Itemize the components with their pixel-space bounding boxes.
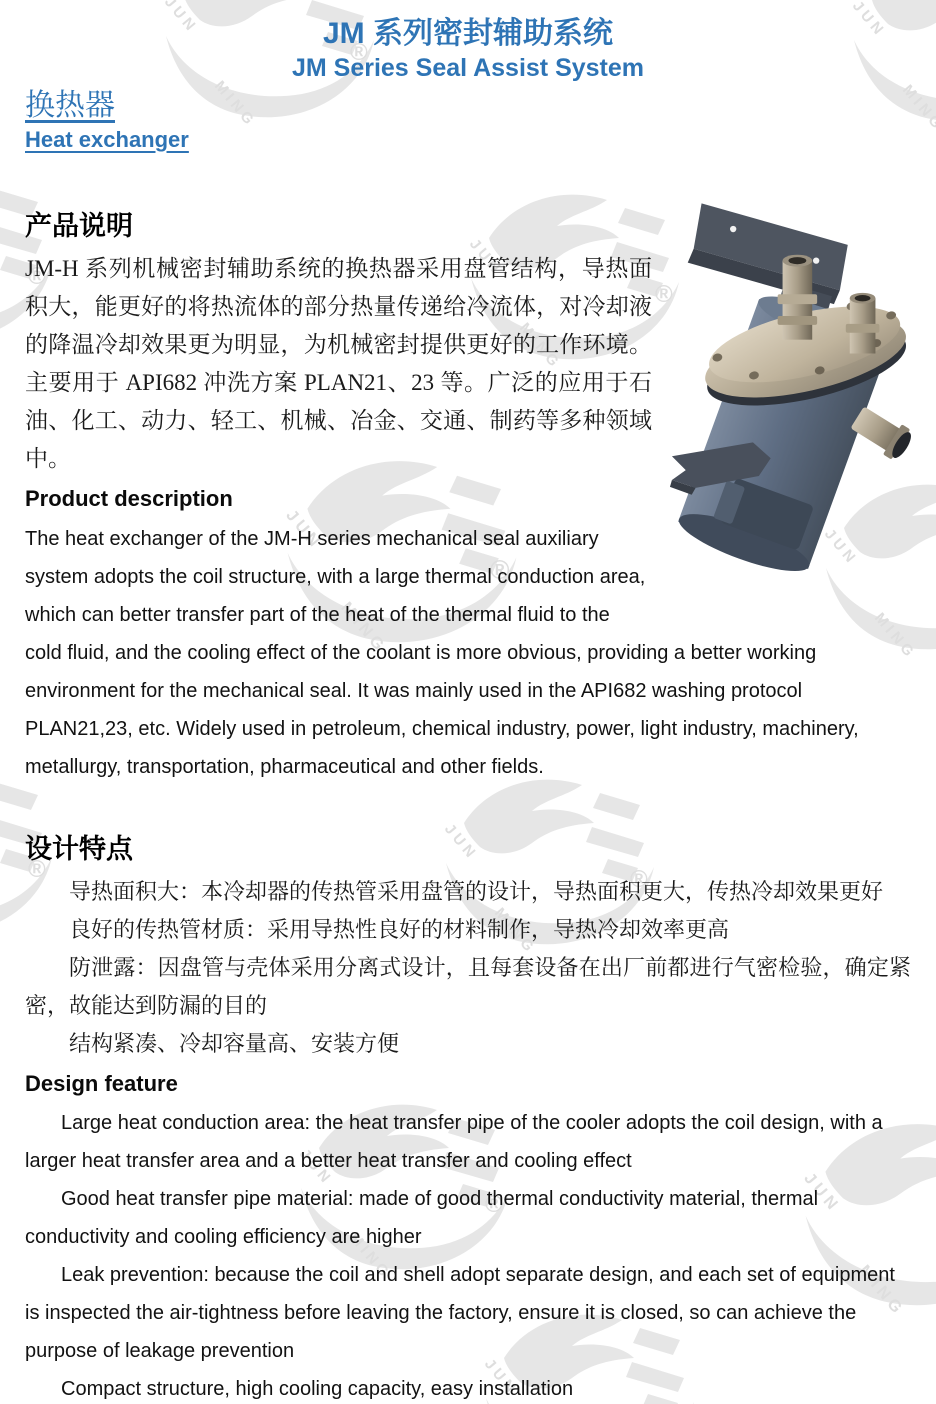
design-feature-en-3: Leak prevention: because the coil and shell adopt separate design, and each set of equipment is inspected the air-tightness before leaving the factory, ensure it is closed, so can achieve the purpose of leakage prevention [25, 1264, 895, 1363]
design-feature-zh-3: 防泄露：因盘管与壳体采用分离式设计，且每套设备在出厂前都进行气密检验，确定紧密，故能达到防漏的目的 [25, 954, 911, 1018]
product-photo [666, 195, 911, 595]
product-name-zh: 换热器 [25, 89, 115, 122]
section-heading-design-en: Design feature [25, 1070, 178, 1096]
product-name-block [25, 83, 911, 125]
section-heading-product-en: Product description [25, 485, 233, 511]
section-heading-product-zh: 产品说明 [25, 210, 133, 241]
product-description-section [25, 209, 911, 786]
inlet-pipe [778, 255, 818, 340]
product-name-en-wrap [25, 125, 911, 153]
product-body-zh: JM-H 系列机械密封辅助系统的换热器采用盘管结构，导热面积大，能更好的将热流体的部分热量传递给冷流体，对冷却液的降温冷却效果更为明显，为机械密封提供更好的工作环境。主要用于 API682 冲洗方案 PLAN21、23 等。广泛的应用于石油、化工、动力、轻工、机械、冶金、交通、制药等多种领域中。 [25, 255, 652, 471]
design-feature-section [25, 832, 911, 1404]
design-feature-zh-4: 结构紧凑、冷却容量高、安装方便 [69, 1030, 400, 1056]
design-feature-en-4: Compact structure, high cooling capacity, easy installation [61, 1378, 574, 1401]
design-feature-zh-2: 良好的传热管材质：采用导热性良好的材料制作，导热冷却效率更高 [69, 916, 730, 942]
outlet-pipe [846, 293, 880, 354]
junming-watermark-layer: JUN MING ® [0, 0, 936, 1404]
page-title-en: JM Series Seal Assist System [291, 54, 645, 82]
product-body-en: The heat exchanger of the JM-H series mechanical seal auxiliary system adopts the coil structure, with a large thermal conduction area, which can better transfer part of the heat of the thermal fluid to the cold fluid, and the cooling effect of the coolant is more obvious, providing a better working environment for the mechanical seal. It was mainly used in the API682 washing protocol PLAN21,23, etc. Widely used in petroleum, chemical industry, power, light industry, machinery, metallurgy, transportation, pharmaceutical and other fields. [25, 527, 859, 778]
heat-exchanger-render [666, 195, 911, 595]
section-heading-design-zh: 设计特点 [25, 833, 133, 864]
design-feature-en-1: Large heat conduction area: the heat transfer pipe of the cooler adopts the coil design, with a larger heat transfer area and a better heat transfer and cooling effect [25, 1112, 883, 1173]
product-name-en: Heat exchanger [25, 126, 189, 152]
page-title-zh: JM 系列密封辅助系统 [322, 17, 613, 50]
design-feature-zh-1: 导热面积大：本冷却器的传热管采用盘管的设计，导热面积更大，传热冷却效果更好 [69, 878, 884, 904]
design-feature-en-2: Good heat transfer pipe material: made of good thermal conductivity material, thermal conductivity and cooling efficiency are higher [25, 1188, 819, 1249]
